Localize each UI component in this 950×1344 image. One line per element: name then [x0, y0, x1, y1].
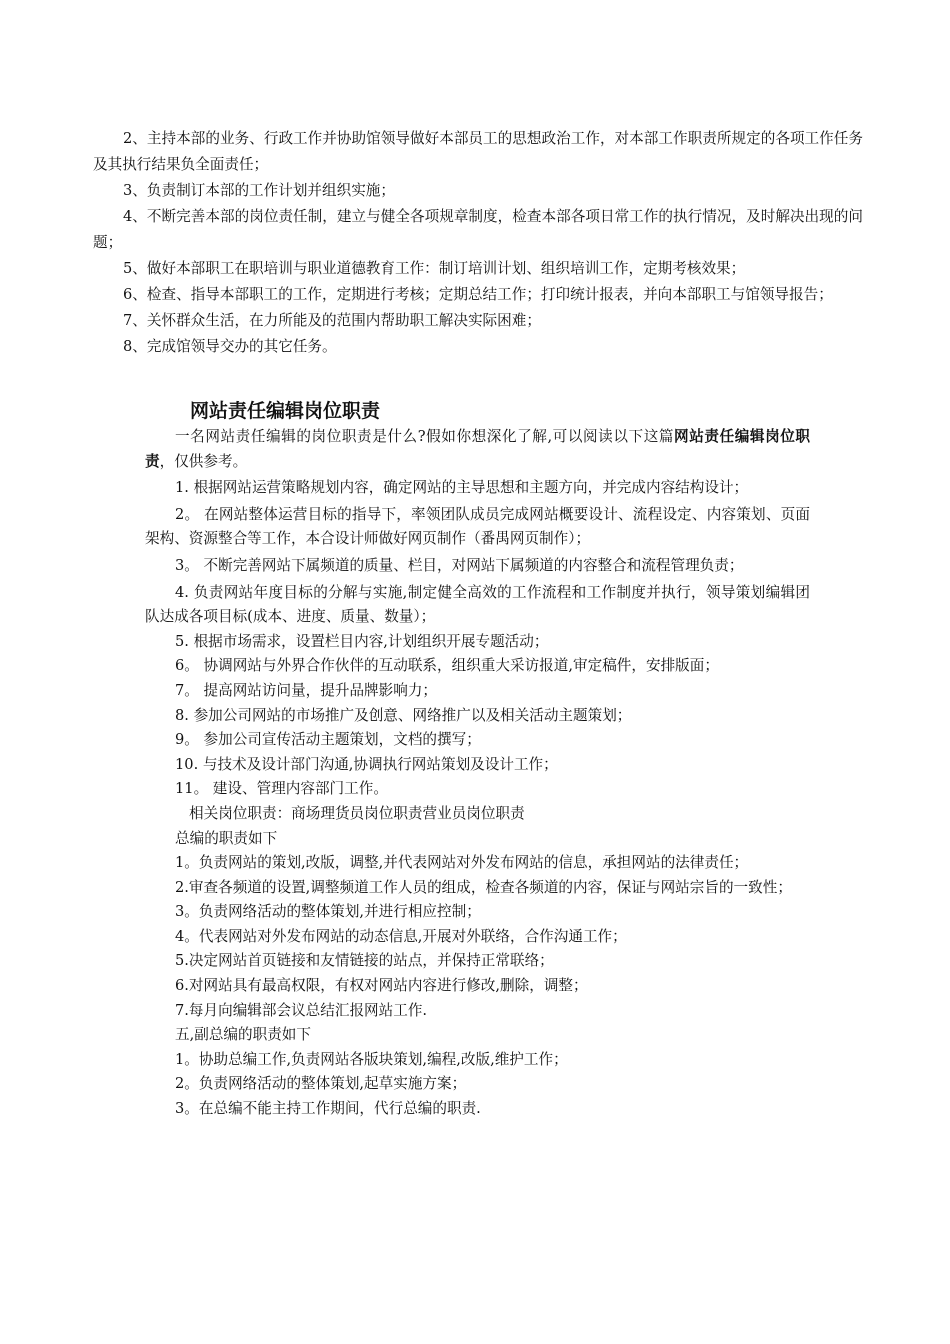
chief-duty-item: 3。负责网络活动的整体策划,并进行相应控制； — [175, 903, 481, 921]
list-item: 6、检查、指导本部职工的工作，定期进行考核；定期总结工作；打印统计报表，并向本部职工与馆领导报告； — [123, 286, 833, 303]
intro-suffix: ，仅供参考。 — [159, 452, 248, 470]
duty-item: 2。 在网站整体运营目标的指导下，率领团队成员完成网站概要设计、流程设定、内容策划、页面架构、资源整合等工作，本合设计师做好网页制作（番禺网页制作）； — [145, 505, 810, 548]
deputy-editor-heading: 五,副总编的职责如下 — [175, 1026, 311, 1044]
chief-editor-heading: 总编的职责如下 — [175, 829, 278, 847]
list-item: 7、关怀群众生活，在力所能及的范围内帮助职工解决实际困难； — [123, 312, 541, 329]
duty-item: 1. 根据网站运营策略规划内容，确定网站的主导思想和主题方向，并完成内容结构设计； — [175, 479, 749, 497]
list-item: 5、做好本部职工在职培训与职业道德教育工作：制订培训计划、组织培训工作，定期考核效果； — [123, 260, 746, 277]
duty-item: 9。 参加公司宣传活动主题策划，文档的撰写； — [175, 731, 481, 749]
chief-duty-item: 1。负责网站的策划,改版，调整,并代表网站对外发布网站的信息，承担网站的法律责任； — [175, 854, 749, 872]
editor-duties-section — [145, 425, 810, 1122]
deputy-duty-item: 1。协助总编工作,负责网站各版块策划,编程,改版,维护工作； — [175, 1050, 568, 1068]
intro-bold-title: 网站责任编辑岗位职责 — [145, 428, 810, 470]
list-item: 2、主持本部的业务、行政工作并协助馆领导做好本部员工的思想政治工作，对本部工作职责所规定的各项工作任务及其执行结果负全面责任； — [93, 130, 863, 173]
chief-duty-item: 6.对网站具有最高权限，有权对网站内容进行修改,删除，调整； — [175, 977, 588, 995]
duty-item: 6。 协调网站与外界合作伙伴的互动联系，组织重大采访报道,审定稿件，安排版面； — [175, 657, 719, 675]
duty-item: 5. 根据市场需求，设置栏目内容,计划组织开展专题活动； — [175, 632, 549, 650]
list-item: 8、完成馆领导交办的其它任务。 — [123, 338, 337, 355]
related-positions: 相关岗位职责：商场理货员岗位职责营业员岗位职责 — [189, 804, 525, 822]
duty-item: 7。 提高网站访问量，提升品牌影响力； — [175, 681, 438, 699]
duty-item: 4. 负责网站年度目标的分解与实施,制定健全高效的工作流程和工作制度并执行，领导策划编辑团队达成各项目标(成本、进度、质量、数量）； — [145, 583, 810, 626]
chief-duty-item: 4。代表网站对外发布网站的动态信息,开展对外联络，合作沟通工作； — [175, 927, 627, 945]
list-item: 3、负责制订本部的工作计划并组织实施； — [123, 182, 395, 199]
duty-item: 11。 建设、管理内容部门工作。 — [175, 780, 388, 798]
list-item: 4、不断完善本部的岗位责任制，建立与健全各项规章制度，检查本部各项日常工作的执行情况，及时解决出现的问题； — [93, 208, 863, 251]
section-title: 网站责任编辑岗位职责 — [190, 400, 381, 422]
intro-paragraph — [145, 425, 810, 474]
duty-item: 8. 参加公司网站的市场推广及创意、网络推广以及相关活动主题策划； — [175, 706, 632, 724]
intro-text: 一名网站责任编辑的岗位职责是什么?假如你想深化了解,可以阅读以下这篇 — [175, 428, 675, 445]
duty-item: 10. 与技术及设计部门沟通,协调执行网站策划及设计工作； — [175, 755, 558, 773]
chief-duty-item: 2.审查各频道的设置,调整频道工作人员的组成，检查各频道的内容，保证与网站宗旨的一致性； — [175, 878, 792, 896]
chief-duty-item: 7.每月向编辑部会议总结汇报网站工作. — [175, 1001, 428, 1019]
deputy-duty-item: 3。在总编不能主持工作期间，代行总编的职责. — [175, 1100, 481, 1118]
chief-duty-item: 5.决定网站首页链接和友情链接的站点，并保持正常联络； — [175, 952, 554, 970]
duty-item: 3。 不断完善网站下属频道的质量、栏目，对网站下属频道的内容整合和流程管理负责； — [175, 556, 744, 574]
responsibilities-list — [93, 126, 863, 360]
deputy-duty-item: 2。负责网络活动的整体策划,起草实施方案； — [175, 1075, 467, 1093]
